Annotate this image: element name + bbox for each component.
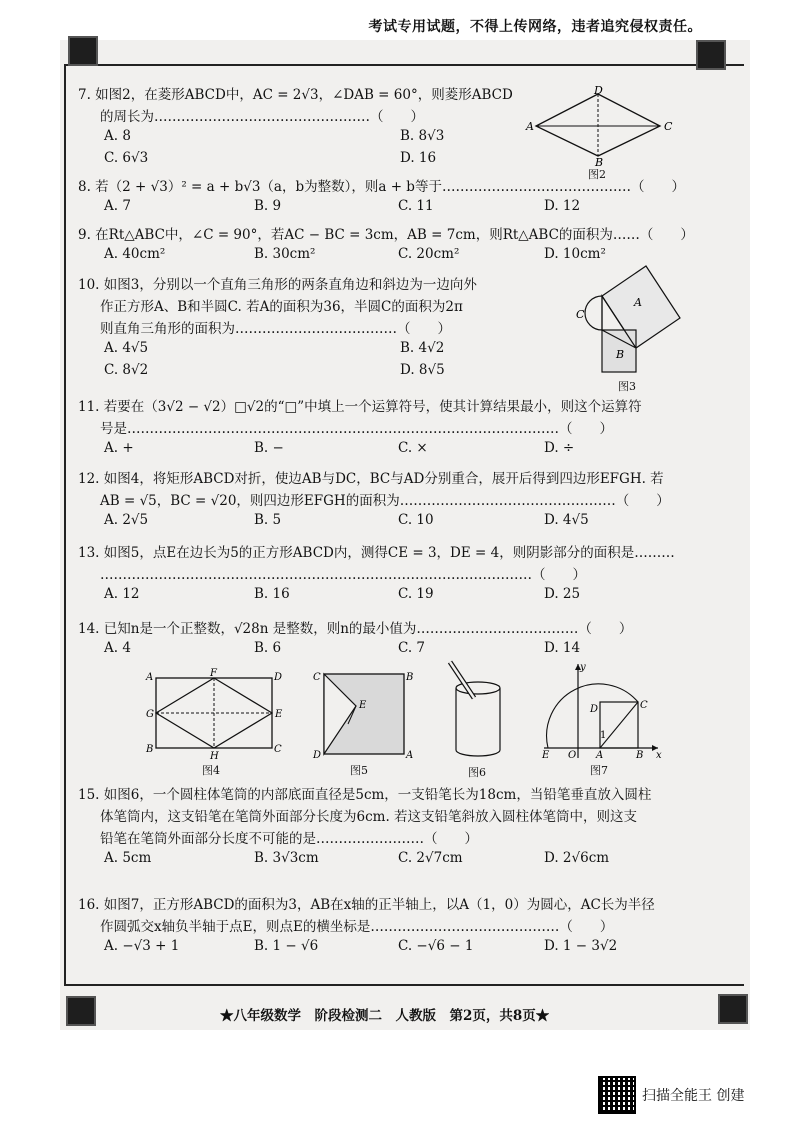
option-b[interactable]: B. − bbox=[254, 440, 284, 456]
option-a[interactable]: A. 7 bbox=[104, 198, 131, 214]
question-text: 作圆弧交x轴负半轴于点E，则点E的横坐标是……………………………………（ ） bbox=[100, 919, 614, 935]
figure-caption: 图3 bbox=[618, 380, 636, 393]
question-8 bbox=[78, 176, 743, 220]
option-c[interactable]: C. 20cm² bbox=[398, 246, 460, 262]
tick-label: 1 bbox=[600, 730, 607, 741]
vertex-label: C bbox=[274, 744, 282, 755]
question-text: 8. 若（2 + √3）² = a + b√3（a，b为整数），则a + b等于……………………………………（ ） bbox=[78, 179, 685, 195]
vertex-label: C bbox=[313, 672, 321, 683]
option-b[interactable]: B. 6 bbox=[254, 640, 282, 656]
option-c[interactable]: C. 8√2 bbox=[104, 362, 149, 378]
option-b[interactable]: B. 3√3cm bbox=[254, 850, 319, 866]
figure-2 bbox=[526, 86, 676, 182]
vertex-label: D bbox=[313, 750, 322, 761]
right-triangle-squares-diagram bbox=[574, 266, 684, 378]
options-row bbox=[78, 246, 743, 268]
registration-mark-top-right bbox=[696, 40, 726, 70]
question-text: 作正方形A、B和半圆C. 若A的面积为36，半圆C的面积为2π bbox=[100, 299, 463, 315]
vertex-label: D bbox=[274, 672, 283, 683]
coordinate-arc-diagram bbox=[540, 660, 664, 760]
option-a[interactable]: A. 2√5 bbox=[104, 512, 149, 528]
option-a[interactable]: A. 4 bbox=[104, 640, 131, 656]
option-a[interactable]: A. + bbox=[104, 440, 134, 456]
page-border-top bbox=[64, 64, 744, 66]
vertex-label: B bbox=[636, 750, 644, 761]
question-14 bbox=[78, 618, 743, 662]
vertex-label: D bbox=[590, 704, 599, 715]
region-label: B bbox=[616, 348, 625, 361]
axis-label: y bbox=[580, 662, 586, 673]
option-b[interactable]: B. 1 − √6 bbox=[254, 938, 319, 954]
vertex-label: C bbox=[640, 700, 648, 711]
vertex-label: B bbox=[595, 156, 604, 169]
options-row bbox=[78, 512, 743, 534]
option-c[interactable]: C. 10 bbox=[398, 512, 434, 528]
options-row bbox=[78, 586, 743, 608]
question-text: 12. 如图4，将矩形ABCD对折，使边AB与DC，BC与AD分别重合，展开后得到四边形EFGH. 若 bbox=[78, 471, 664, 487]
vertex-label: B bbox=[146, 744, 154, 755]
scanner-watermark-text: 扫描全能王 创建 bbox=[642, 1088, 745, 1104]
figure-caption: 图5 bbox=[350, 764, 368, 777]
vertex-label: E bbox=[542, 750, 550, 761]
shaded-square-diagram bbox=[310, 668, 414, 760]
option-c[interactable]: C. 7 bbox=[398, 640, 426, 656]
figure-6 bbox=[436, 658, 516, 778]
figure-4 bbox=[144, 668, 284, 778]
question-text: ……………………………………………………………………………………（ ） bbox=[100, 567, 586, 583]
vertex-label: O bbox=[568, 750, 577, 761]
scanner-watermark bbox=[598, 1076, 744, 1114]
question-text: 号是……………………………………………………………………………………（ ） bbox=[100, 421, 613, 437]
vertex-label: F bbox=[210, 668, 217, 679]
question-text: 15. 如图6，一个圆柱体笔筒的内部底面直径是5cm，一支铅笔长为18cm，当铅笔垂直放入圆柱 bbox=[78, 787, 652, 803]
figure-5 bbox=[310, 668, 414, 778]
region-label: C bbox=[576, 308, 585, 321]
rhombus-diagram bbox=[526, 84, 676, 169]
option-d[interactable]: D. ÷ bbox=[544, 440, 575, 456]
option-c[interactable]: C. 2√7cm bbox=[398, 850, 463, 866]
option-d[interactable]: D. 1 − 3√2 bbox=[544, 938, 618, 954]
question-15 bbox=[78, 784, 743, 872]
registration-mark-bottom-right bbox=[718, 994, 748, 1024]
vertex-label: E bbox=[359, 700, 367, 711]
question-text: 体笔筒内，这支铅笔在笔筒外面部分长度为6cm. 若这支铅笔斜放入圆柱体笔筒中，则这支 bbox=[100, 809, 638, 825]
question-text: 铅笔在笔筒外面部分长度不可能的是……………………（ ） bbox=[100, 831, 478, 847]
question-text: 9. 在Rt△ABC中，∠C = 90°，若AC − BC = 3cm，AB = 7cm，则Rt△ABC的面积为……（ ） bbox=[78, 227, 694, 243]
question-text: 10. 如图3，分别以一个直角三角形的两条直角边和斜边为一边向外 bbox=[78, 277, 477, 293]
vertex-label: B bbox=[406, 672, 414, 683]
vertex-label: A bbox=[526, 120, 534, 133]
option-b[interactable]: B. 4√2 bbox=[400, 340, 445, 356]
options-row bbox=[78, 640, 743, 662]
option-a[interactable]: A. 4√5 bbox=[104, 340, 149, 356]
figure-7 bbox=[540, 660, 664, 778]
folded-rectangle-diagram bbox=[144, 668, 284, 760]
qr-code-icon bbox=[598, 1076, 636, 1114]
question-text: AB = √5，BC = √20，则四边形EFGH的面积为…………………………………………（ ） bbox=[100, 493, 670, 509]
question-text: 则直角三角形的面积为………………………………（ ） bbox=[100, 321, 451, 337]
region-label: A bbox=[634, 296, 642, 309]
option-d[interactable]: D. 2√6cm bbox=[544, 850, 610, 866]
page-border-bottom bbox=[64, 984, 744, 986]
figure-3 bbox=[574, 266, 684, 394]
vertex-label: G bbox=[146, 709, 154, 720]
registration-mark-bottom-left bbox=[66, 996, 96, 1026]
vertex-label: E bbox=[275, 709, 283, 720]
vertex-label: A bbox=[146, 672, 154, 683]
option-d[interactable]: D. 14 bbox=[544, 640, 581, 656]
figure-caption: 图4 bbox=[202, 764, 220, 777]
option-c[interactable]: C. 11 bbox=[398, 198, 434, 214]
copyright-notice: 考试专用试题，不得上传网络，违者追究侵权责任。 bbox=[368, 19, 702, 35]
option-b[interactable]: B. 30cm² bbox=[254, 246, 316, 262]
vertex-label: C bbox=[664, 120, 673, 133]
option-d[interactable]: D. 16 bbox=[400, 150, 437, 166]
question-13 bbox=[78, 542, 743, 608]
option-a[interactable]: A. 40cm² bbox=[104, 246, 166, 262]
options-row bbox=[78, 938, 743, 960]
option-b[interactable]: B. 16 bbox=[254, 586, 290, 602]
pen-holder-diagram bbox=[436, 658, 516, 762]
vertex-label: D bbox=[594, 84, 603, 97]
question-text: 14. 已知n是一个正整数，√28n 是整数，则n的最小值为………………………………（ ） bbox=[78, 621, 633, 637]
axis-label: x bbox=[656, 750, 662, 761]
question-9 bbox=[78, 224, 743, 268]
vertex-label: H bbox=[210, 751, 219, 762]
figure-caption: 图6 bbox=[468, 766, 486, 779]
question-12 bbox=[78, 468, 743, 534]
option-a[interactable]: A. 8 bbox=[104, 128, 131, 144]
option-c[interactable]: C. 19 bbox=[398, 586, 434, 602]
page-border-left bbox=[64, 64, 66, 984]
options-row bbox=[78, 440, 743, 462]
vertex-label: A bbox=[406, 750, 414, 761]
option-a[interactable]: A. 12 bbox=[104, 586, 140, 602]
option-b[interactable]: B. 9 bbox=[254, 198, 282, 214]
question-text: 11. 若要在（3√2 − √2）□√2的“□”中填上一个运算符号，使其计算结果最小，则这个运算符 bbox=[78, 399, 642, 415]
page-footer: ★八年级数学 阶段检测二 人教版 第2页，共8页★ bbox=[220, 1008, 550, 1024]
question-text: 16. 如图7，正方形ABCD的面积为3，AB在x轴的正半轴上，以A（1，0）为圆心，AC长为半径 bbox=[78, 897, 655, 913]
option-a[interactable]: A. −√3 + 1 bbox=[104, 938, 180, 954]
question-text: 的周长为…………………………………………（ ） bbox=[100, 109, 424, 125]
options-row bbox=[78, 198, 743, 220]
option-b[interactable]: B. 5 bbox=[254, 512, 282, 528]
option-b[interactable]: B. 8√3 bbox=[400, 128, 445, 144]
question-text: 13. 如图5，点E在边长为5的正方形ABCD内，测得CE = 3，DE = 4，则阴影部分的面积是……… bbox=[78, 545, 675, 561]
figure-caption: 图2 bbox=[588, 168, 606, 181]
option-d[interactable]: D. 12 bbox=[544, 198, 581, 214]
question-16 bbox=[78, 894, 743, 960]
question-text: 7. 如图2，在菱形ABCD中，AC = 2√3，∠DAB = 60°，则菱形ABCD bbox=[78, 87, 513, 103]
registration-mark-top-left bbox=[68, 36, 98, 66]
option-a[interactable]: A. 5cm bbox=[104, 850, 152, 866]
vertex-label: A bbox=[596, 750, 604, 761]
option-d[interactable]: D. 25 bbox=[544, 586, 581, 602]
option-c[interactable]: C. × bbox=[398, 440, 428, 456]
option-d[interactable]: D. 8√5 bbox=[400, 362, 445, 378]
option-c[interactable]: C. 6√3 bbox=[104, 150, 149, 166]
option-d[interactable]: D. 4√5 bbox=[544, 512, 589, 528]
option-c[interactable]: C. −√6 − 1 bbox=[398, 938, 474, 954]
options-row bbox=[78, 850, 743, 872]
option-d[interactable]: D. 10cm² bbox=[544, 246, 606, 262]
question-11 bbox=[78, 396, 743, 462]
figure-caption: 图7 bbox=[590, 764, 608, 777]
